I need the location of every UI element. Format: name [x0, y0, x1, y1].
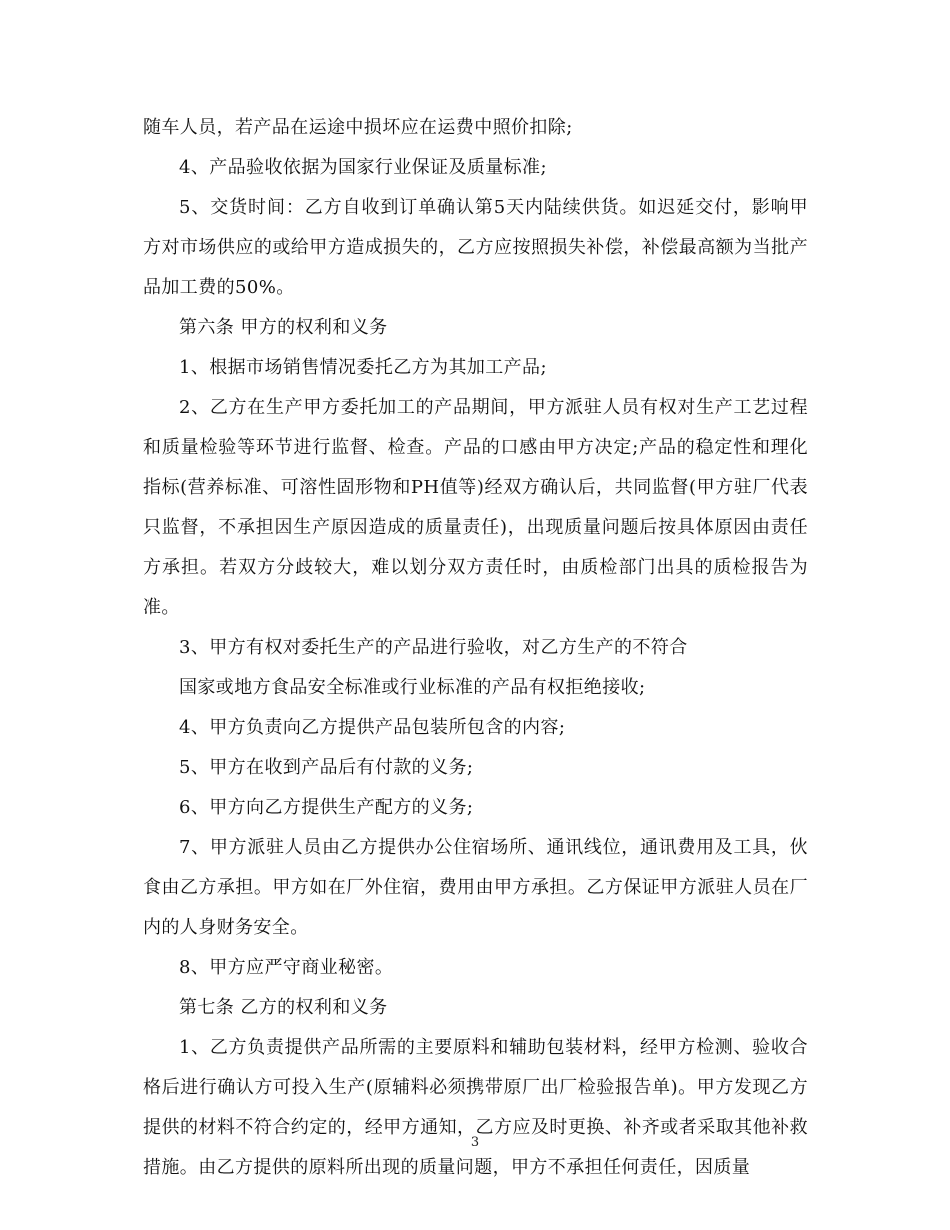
- paragraph: 第七条 乙方的权利和义务: [179, 997, 388, 1018]
- paragraph: 7、甲方派驻人员由乙方提供办公住宿场所、通讯线位，通讯费用及工具，伙食由乙方承担。甲方如在厂外住宿，费用由甲方承担。乙方保证甲方派驻人员在厂内的人身财务安全。: [143, 837, 808, 938]
- paragraph: 国家或地方食品安全标准或行业标准的产品有权拒绝接收;: [179, 677, 646, 698]
- document-body: [143, 108, 808, 1188]
- paragraph: 4、甲方负责向乙方提供产品包装所包含的内容;: [179, 717, 566, 738]
- paragraph: 3、甲方有权对委托生产的产品进行验收，对乙方生产的不符合: [179, 637, 688, 658]
- paragraph: 8、甲方应严守商业秘密。: [179, 957, 394, 978]
- paragraph: 4、产品验收依据为国家行业保证及质量标准;: [179, 157, 547, 178]
- paragraph: 5、交货时间：乙方自收到订单确认第5天内陆续供货。如迟延交付，影响甲方对市场供应的或给甲方造成损失的，乙方应按照损失补偿，补偿最高额为当批产品加工费的50%。: [143, 197, 808, 298]
- paragraph: 5、甲方在收到产品后有付款的义务;: [179, 757, 474, 778]
- paragraph: 1、乙方负责提供产品所需的主要原料和辅助包装材料，经甲方检测、验收合格后进行确认方可投入生产(原辅料必须携带原厂出厂检验报告单)。甲方发现乙方提供的材料不符合约定的，经甲方通知，乙方应及时更换、补齐或者采取其他补救措施。由乙方提供的原料所出现的质量问题，甲方不承担任何责任，因质量: [143, 1037, 808, 1178]
- paragraph: 第六条 甲方的权利和义务: [179, 317, 388, 338]
- paragraph: 2、乙方在生产甲方委托加工的产品期间，甲方派驻人员有权对生产工艺过程和质量检验等环节进行监督、检查。产品的口感由甲方决定;产品的稳定性和理化指标(营养标准、可溶性固形物和PH值等)经双方确认后，共同监督(甲方驻厂代表只监督，不承担因生产原因造成的质量责任)，出现质量问题后按具体原因由责任方承担。若双方分歧较大，难以划分双方责任时，由质检部门出具的质检报告为准。: [143, 397, 808, 618]
- paragraph: 1、根据市场销售情况委托乙方为其加工产品;: [179, 357, 547, 378]
- paragraph: 6、甲方向乙方提供生产配方的义务;: [179, 797, 474, 818]
- paragraph: 随车人员，若产品在运途中损坏应在运费中照价扣除;: [143, 117, 573, 138]
- page-number: 3: [470, 1135, 480, 1150]
